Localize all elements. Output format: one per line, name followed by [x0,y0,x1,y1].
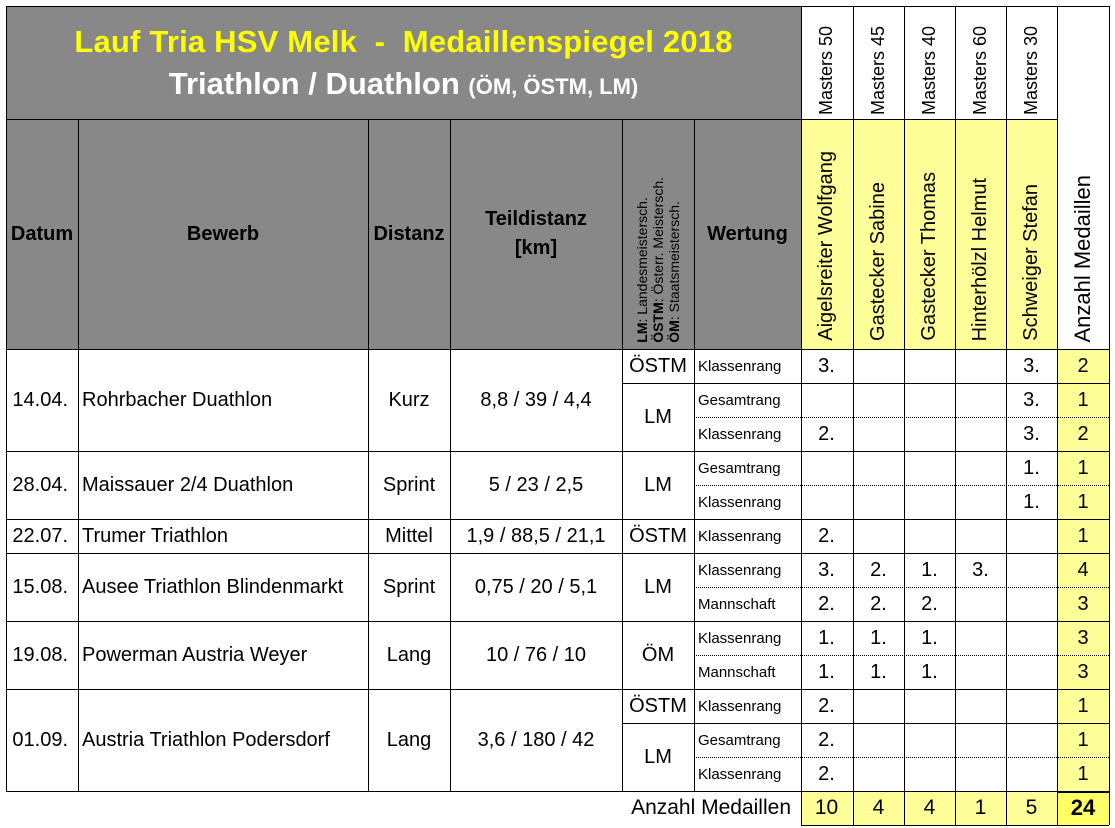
grid-line [368,349,369,791]
event-distance: Sprint [382,473,436,496]
grid-line [904,6,905,349]
result-cell [1006,621,1057,655]
athlete-name-2 [853,119,904,349]
result-cell: 2. [818,422,835,445]
athlete-category-label: Masters 30 [1021,25,1041,115]
result-cell [955,349,1006,383]
athlete-total: 10 [801,791,852,825]
result-cell: 2. [870,592,887,615]
grid-line-dotted [1057,757,1109,758]
athlete-name-label: Schweiger Stefan [1020,184,1042,341]
medal-count-cell: 1 [1057,689,1109,723]
athlete-category-2 [853,6,904,119]
event-name: Austria Triathlon Podersdorf [82,728,330,751]
grid-line [450,349,451,791]
grid-line [694,349,695,791]
medal-count-cell: 3 [1057,655,1109,689]
grid-line [694,119,695,349]
result-cell [1006,723,1057,757]
grid-line [6,6,7,349]
event-name: Trumer Triathlon [82,524,228,547]
grid-line [853,6,854,349]
wertung-cell: Klassenrang [698,493,782,511]
result-cell: 3. [1023,422,1040,445]
result-cell: 1. [870,626,887,649]
wertung-cell: Gesamtrang [698,731,781,749]
result-cell [955,587,1006,621]
grid-line [6,349,7,791]
athlete-category-1 [801,6,852,119]
event-teildistanz: 5 / 23 / 2,5 [488,473,584,496]
championship-type: LM [644,405,672,428]
result-cell: 3. [818,558,835,581]
result-cell [904,757,955,791]
medal-count-cell: 1 [1057,723,1109,757]
result-cell [1006,519,1057,553]
col-header-anzahl [1057,6,1109,349]
result-cell [853,757,904,791]
legend-oestm: ÖSTM: Österr. Meistersch. [650,177,666,343]
grid-line [368,119,369,349]
athlete-category-label: Masters 60 [970,25,990,115]
col-header-wertung: Wertung [707,222,788,245]
wertung-cell: Klassenrang [698,697,782,715]
grid-line-dotted [694,417,1057,418]
medal-count-cell: 1 [1057,485,1109,519]
result-cell: 1. [818,626,835,649]
result-cell [801,451,852,485]
wertung-cell: Gesamtrang [698,391,781,409]
result-cell [955,383,1006,417]
totals-label: Anzahl Medaillen [631,796,791,819]
result-cell [801,485,852,519]
grid-line [1006,6,1007,349]
medal-count-cell: 4 [1057,553,1109,587]
grid-line [6,689,1109,690]
wertung-cell: Mannschaft [698,595,776,613]
result-cell [853,485,904,519]
grid-line [6,621,1109,622]
result-cell [955,417,1006,451]
result-cell: 3. [1023,354,1040,377]
result-cell [955,723,1006,757]
result-cell [955,621,1006,655]
championship-type: LM [644,575,672,598]
event-teildistanz: 1,9 / 88,5 / 21,1 [466,524,606,547]
grid-line [6,6,1109,7]
event-distance: Lang [386,728,432,751]
grid-line [622,119,623,349]
result-cell: 1. [1023,490,1040,513]
event-date: 15.08. [12,575,68,598]
result-cell [853,689,904,723]
result-cell: 1. [1023,456,1040,479]
event-name: Rohrbacher Duathlon [82,388,273,411]
medal-count-cell: 2 [1057,417,1109,451]
result-cell [955,451,1006,485]
grid-line [78,349,79,791]
result-cell: 3. [818,354,835,377]
grid-line [1057,791,1109,793]
grid-line-dotted [694,655,1057,656]
event-distance: Kurz [388,388,430,411]
event-teildistanz: 0,75 / 20 / 5,1 [474,575,598,598]
athlete-total: 5 [1006,791,1057,825]
result-cell: 1. [818,660,835,683]
grid-line [6,349,1109,350]
athlete-category-label: Masters 50 [816,25,836,115]
championship-type: ÖM [641,643,675,666]
result-cell [853,723,904,757]
athlete-category-label: Masters 40 [919,25,939,115]
championship-type: LM [644,473,672,496]
wertung-cell: Klassenrang [698,629,782,647]
championship-type: ÖSTM [629,524,687,547]
grid-line [801,825,1109,826]
medal-count-cell: 1 [1057,383,1109,417]
event-date: 22.07. [12,524,68,547]
col-header-teildistanz [450,119,622,349]
result-cell [904,349,955,383]
grand-total: 24 [1057,791,1109,825]
grid-line [801,6,802,349]
legend-text [634,177,682,343]
athlete-name-label: Gastecker Sabine [867,182,889,341]
wertung-cell: Klassenrang [698,561,782,579]
result-cell: 1. [870,660,887,683]
result-cell: 1. [921,660,938,683]
wertung-cell: Klassenrang [698,765,782,783]
result-cell: 3. [972,558,989,581]
teildistanz-unit: [km] [514,237,558,259]
col-header-legend [622,119,694,349]
grid-line [622,723,1109,724]
result-cell [853,519,904,553]
result-cell [904,723,955,757]
athlete-category-label: Masters 45 [868,25,888,115]
result-cell [853,349,904,383]
legend-oem: ÖM: Staatsmeistersch. [666,201,682,343]
grid-line [6,519,1109,520]
teildistanz-label: Teildistanz [485,208,587,230]
event-date: 28.04. [12,473,68,496]
grid-line [78,119,79,349]
result-cell: 1. [921,558,938,581]
medal-count-cell: 3 [1057,587,1109,621]
wertung-cell: Klassenrang [698,527,782,545]
page-subtitle [169,66,639,102]
event-date: 14.04. [12,388,68,411]
event-date: 01.09. [12,728,68,751]
athlete-name-label: Aigelsreiter Wolfgang [815,151,837,341]
championship-type: ÖSTM [629,354,687,377]
result-cell [1006,553,1057,587]
championship-type: LM [644,745,672,768]
event-name: Powerman Austria Weyer [82,643,308,666]
result-cell [904,451,955,485]
wertung-cell: Gesamtrang [698,459,781,477]
grid-line [6,451,1109,452]
result-cell: 2. [818,762,835,785]
event-distance: Mittel [385,524,433,547]
subtitle-main: Triathlon / Duathlon [168,65,460,101]
athlete-name-3 [904,119,955,349]
event-distance: Sprint [382,575,436,598]
anzahl-label: Anzahl Medaillen [1070,175,1095,343]
grid-line-dotted [1057,655,1109,656]
result-cell [955,655,1006,689]
result-cell [955,485,1006,519]
result-cell: 2. [870,558,887,581]
event-teildistanz: 3,6 / 180 / 42 [477,728,595,751]
result-cell: 2. [921,592,938,615]
result-cell [1006,655,1057,689]
page-title: Lauf Tria HSV Melk - Medaillenspiegel 2018 [74,23,733,59]
col-header-distanz: Distanz [373,222,445,245]
grid-line [6,119,1057,120]
grid-line [1109,349,1110,825]
result-cell: 2. [818,592,835,615]
result-cell [904,485,955,519]
event-teildistanz: 10 / 76 / 10 [485,643,587,666]
result-cell [1006,757,1057,791]
grid-line-dotted [694,587,1057,588]
result-cell [904,519,955,553]
wertung-cell: Klassenrang [698,357,782,375]
event-name: Maissauer 2/4 Duathlon [82,473,294,496]
result-cell [853,451,904,485]
result-cell [853,383,904,417]
wertung-cell: Klassenrang [698,425,782,443]
event-distance: Lang [386,643,432,666]
championship-type: ÖSTM [629,694,687,717]
grid-line-dotted [1057,485,1109,486]
athlete-category-5 [1006,6,1057,119]
medal-count-cell: 3 [1057,621,1109,655]
grid-line-dotted [1057,417,1109,418]
athlete-total: 4 [853,791,904,825]
result-cell [853,417,904,451]
wertung-cell: Mannschaft [698,663,776,681]
result-cell [1006,689,1057,723]
athlete-name-5 [1006,119,1057,349]
grid-line [1057,6,1058,349]
athlete-name-label: Hinterhölzl Helmut [969,177,991,341]
result-cell [955,689,1006,723]
title-block [6,6,801,119]
subtitle-suffix: (ÖM, ÖSTM, LM) [468,73,639,99]
result-cell [904,417,955,451]
athlete-category-4 [955,6,1006,119]
medal-count-cell: 1 [1057,451,1109,485]
event-teildistanz: 8,8 / 39 / 4,4 [480,388,592,411]
athlete-name-label: Gastecker Thomas [918,172,940,341]
result-cell: 2. [818,694,835,717]
grid-line [6,553,1109,554]
event-date: 19.08. [12,643,68,666]
medal-count-cell: 1 [1057,757,1109,791]
result-cell: 1. [921,626,938,649]
medal-count-cell: 1 [1057,519,1109,553]
medal-count-cell: 2 [1057,349,1109,383]
col-header-bewerb: Bewerb [186,222,260,245]
athlete-total: 4 [904,791,955,825]
grid-line [1109,6,1110,349]
grid-line-dotted [1057,587,1109,588]
grid-line [622,383,1109,384]
event-name: Ausee Triathlon Blindenmarkt [82,575,344,598]
col-header-datum: Datum [10,222,74,245]
result-cell [801,383,852,417]
result-cell [1006,587,1057,621]
result-cell [904,383,955,417]
result-cell: 3. [1023,388,1040,411]
athlete-name-1 [801,119,852,349]
result-cell [955,519,1006,553]
grid-line [955,6,956,349]
result-cell [955,757,1006,791]
grid-line-dotted [694,485,1057,486]
athlete-category-3 [904,6,955,119]
grid-line-dotted [694,757,1057,758]
grid-line [6,791,1109,792]
athlete-name-4 [955,119,1006,349]
result-cell: 2. [818,728,835,751]
legend-lm: LM: Landesmeistersch. [634,197,650,343]
result-cell: 2. [818,524,835,547]
grid-line [450,119,451,349]
result-cell [904,689,955,723]
grid-line [622,349,623,791]
athlete-total: 1 [955,791,1006,825]
